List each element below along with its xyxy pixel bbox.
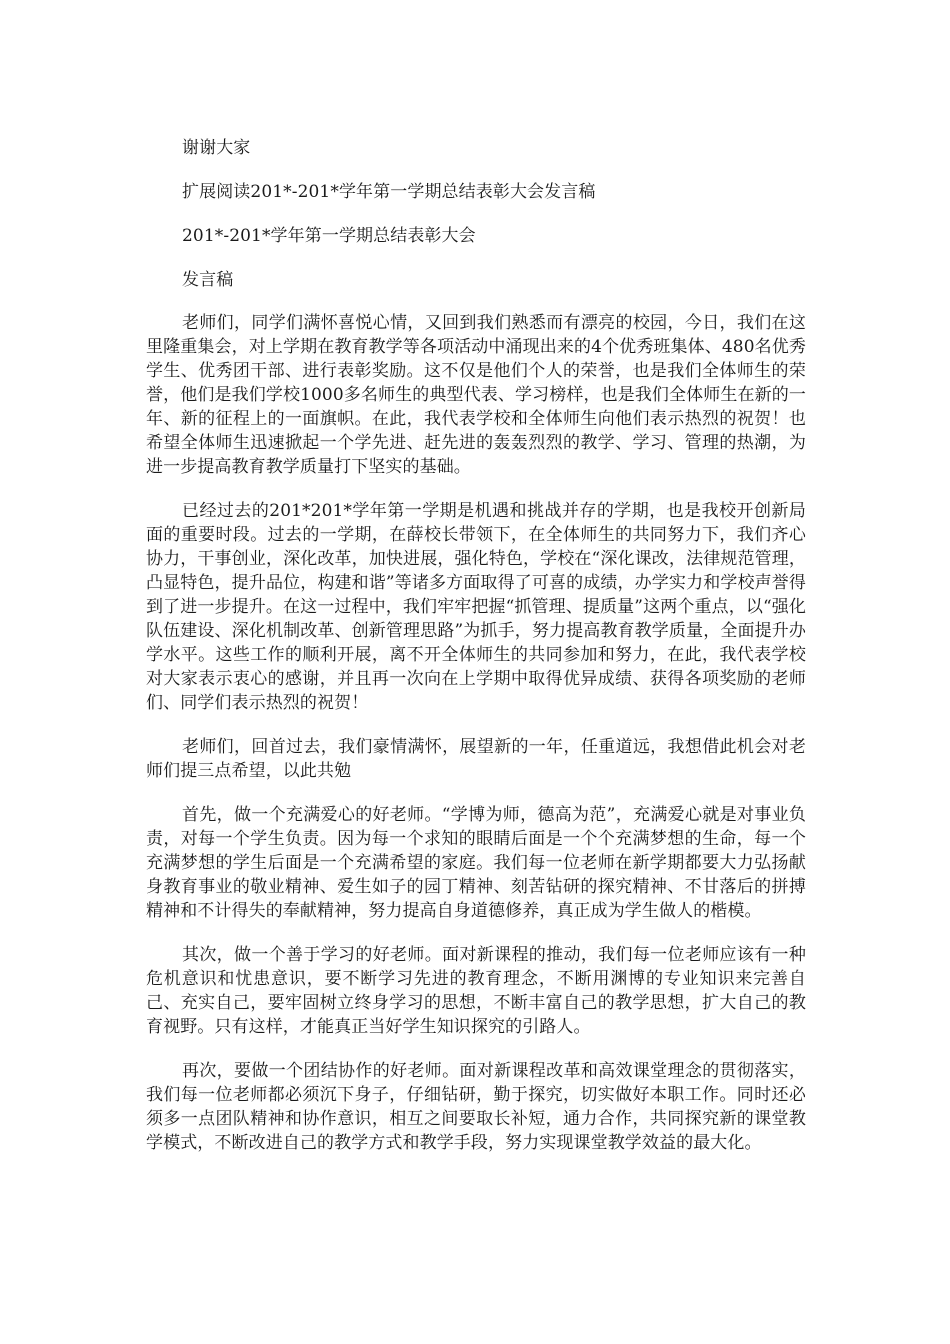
document-body bbox=[146, 131, 806, 1155]
paragraph-hope-second: 其次，做一个善于学习的好老师。面对新课程的推动，我们每一位老师应该有一种危机意识和忧患意识，要不断学习先进的教育理念，不断用渊博的专业知识来完善自己、充实自己，要牢固树立终身学习的思想，不断丰富自己的教学思想，扩大自己的教育视野。只有这样，才能真正当好学生知识探究的引路人。 bbox=[146, 945, 806, 1037]
speech-title: 201*-201*学年第一学期总结表彰大会 bbox=[182, 226, 476, 246]
paragraph-hope-third: 再次，要做一个团结协作的好老师。面对新课程改革和高效课堂理念的贯彻落实，我们每一位老师都必须沉下身子，仔细钻研，勤于探究，切实做好本职工作。同时还必须多一点团队精神和协作意识，相互之间要取长补短，通力合作，共同探究新的课堂教学模式，不断改进自己的教学方式和教学手段，努力实现课堂教学效益的最大化。 bbox=[146, 1061, 806, 1153]
paragraph-hopes-intro: 老师们，回首过去，我们豪情满怀，展望新的一年，任重道远，我想借此机会对老师们提三点希望，以此共勉 bbox=[146, 737, 806, 781]
paragraph-hope-first: 首先，做一个充满爱心的好老师。“学博为师，德高为范”，充满爱心就是对事业负责，对每一个学生负责。因为每一个求知的眼睛后面是一个个充满梦想的生命，每一个充满梦想的学生后面是一个充满希望的家庭。我们每一位老师在新学期都要大力弘扬献身教育事业的敬业精神、爱生如子的园丁精神、刻苦钻研的探究精神、不甘落后的拼搏精神和不计得失的奉献精神，努力提高自身道德修养，真正成为学生做人的楷模。 bbox=[146, 805, 806, 921]
speech-subtitle: 发言稿 bbox=[182, 270, 234, 290]
extended-reading-title: 扩展阅读201*-201*学年第一学期总结表彰大会发言稿 bbox=[182, 182, 596, 202]
paragraph-review: 已经过去的201*201*学年第一学期是机遇和挑战并存的学期，也是我校开创新局面的重要时段。过去的一学期，在薛校长带领下，在全体师生的共同努力下，我们齐心协力，干事创业，深化改革，加快进展，强化特色，学校在“深化课改，法律规范管理，凸显特色，提升品位，构建和谐”等诸多方面取得了可喜的成绩，办学实力和学校声誉得到了进一步提升。在这一过程中，我们牢牢把握“抓管理、提质量”这两个重点，以“强化队伍建设、深化机制改革、创新管理思路”为抓手，努力提高教育教学质量，全面提升办学水平。这些工作的顺利开展，离不开全体师生的共同参加和努力，在此，我代表学校对大家表示衷心的感谢，并且再一次向在上学期中取得优异成绩、获得各项奖励的老师们、同学们表示热烈的祝贺！ bbox=[146, 501, 806, 713]
paragraph-opening: 老师们，同学们满怀喜悦心情，又回到我们熟悉而有漂亮的校园，今日，我们在这里隆重集会，对上学期在教育教学等各项活动中涌现出来的4个优秀班集体、480名优秀学生、优秀团干部、进行表彰奖励。这不仅是他们个人的荣誉，也是我们全体师生的荣誉，他们是我们学校1000多名师生的典型代表、学习榜样，也是我们全体师生在新的一年、新的征程上的一面旗帜。在此，我代表学校和全体师生向他们表示热烈的祝贺！也希望全体师生迅速掀起一个学先进、赶先进的轰轰烈烈的教学、学习、管理的热潮，为进一步提高教育教学质量打下坚实的基础。 bbox=[146, 313, 806, 477]
closing-line: 谢谢大家 bbox=[182, 138, 251, 158]
